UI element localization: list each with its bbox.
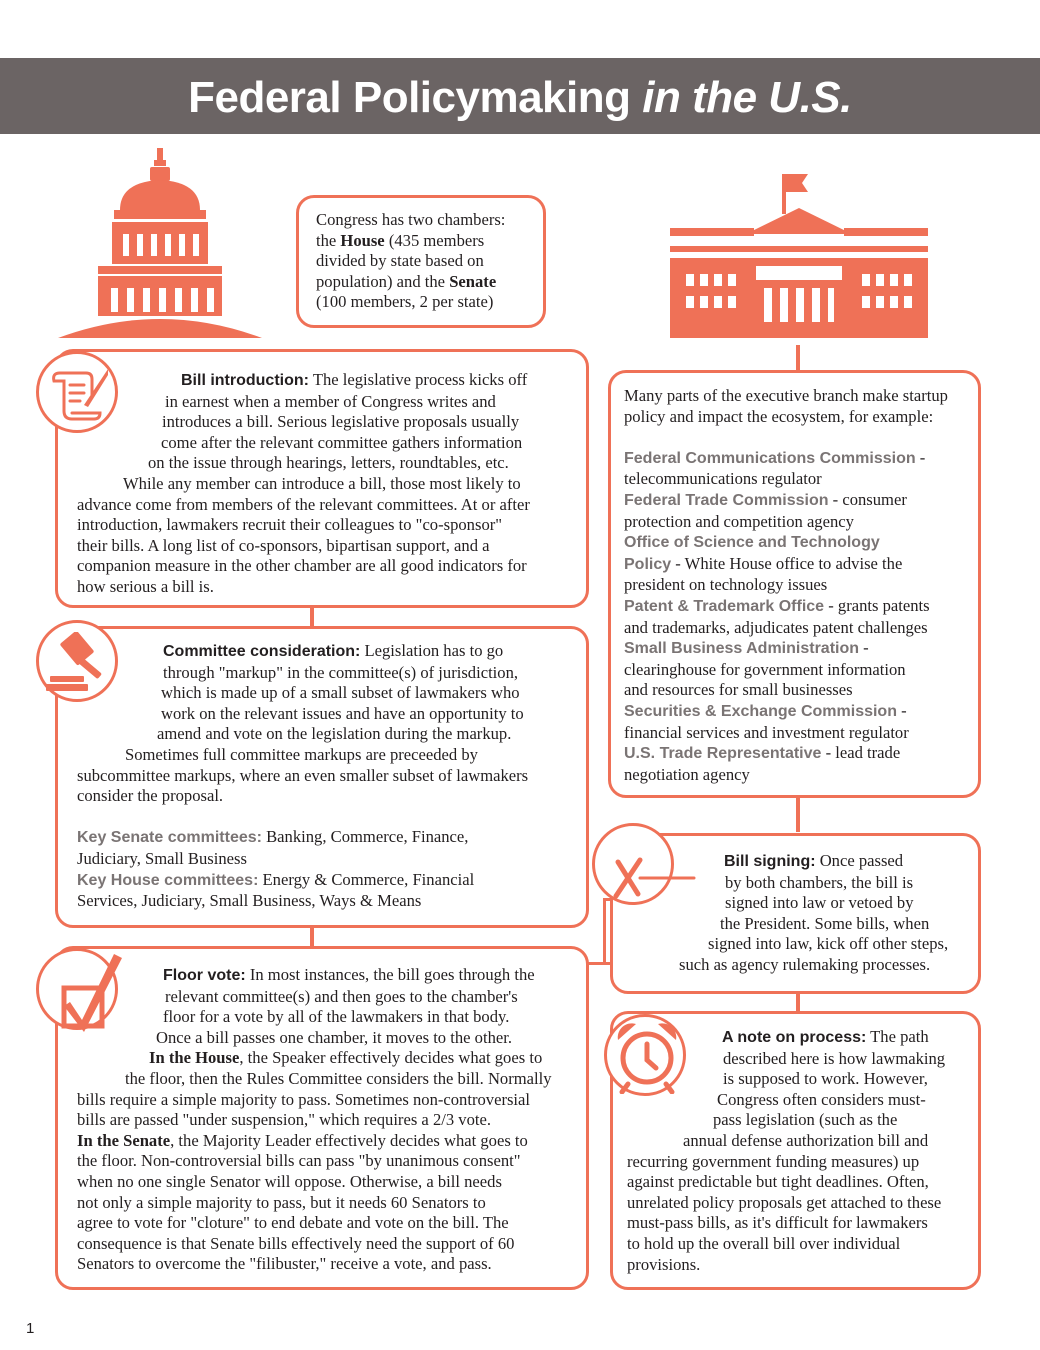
text-line bbox=[77, 392, 530, 413]
committee-consideration-text bbox=[77, 641, 528, 912]
text-run: Once passed bbox=[815, 851, 904, 870]
text-line bbox=[624, 386, 948, 407]
text-line bbox=[77, 987, 552, 1008]
text-run: Sometimes full committee markups are preceeded by bbox=[125, 744, 478, 764]
text-line bbox=[623, 934, 948, 955]
section-label: Bill introduction: bbox=[181, 372, 309, 389]
section-label: Federal Trade Commission bbox=[624, 491, 829, 509]
text-run: - White House office to advise the bbox=[671, 553, 903, 573]
text-run: must-pass bills, as it's difficult for lawmakers bbox=[627, 1213, 928, 1233]
text-run: the bbox=[316, 230, 341, 250]
text-line bbox=[624, 554, 948, 576]
section-label: Key House committees: bbox=[77, 871, 259, 889]
text-run: Banking, Commerce, Finance, bbox=[261, 827, 469, 847]
text-run: president on technology issues bbox=[624, 575, 828, 595]
text-run: when no one single Senator will oppose. Otherwise, a bill needs bbox=[77, 1171, 502, 1191]
text-line bbox=[624, 743, 948, 765]
text-run: and trademarks, adjudicates patent challenges bbox=[624, 617, 928, 637]
text-run: in earnest when a member of Congress writes and bbox=[165, 391, 496, 411]
text-run: Judiciary, Small Business bbox=[77, 848, 247, 868]
text-run: the floor, then the Rules Committee considers the bill. Normally bbox=[125, 1068, 552, 1088]
text-run: In most instances, the bill goes through the bbox=[245, 965, 535, 984]
bill-signing-text bbox=[623, 851, 948, 976]
text-line bbox=[624, 638, 948, 660]
text-line bbox=[624, 701, 948, 723]
text-run: introduces a bill. Serious legislative proposals usually bbox=[162, 412, 520, 432]
text-run: - lead trade bbox=[821, 743, 901, 763]
text-run: - bbox=[915, 447, 926, 467]
text-line bbox=[77, 704, 528, 725]
text-run: Senate bbox=[449, 271, 497, 291]
text-run: and resources for small businesses bbox=[624, 680, 853, 700]
text-line bbox=[77, 663, 528, 684]
text-line bbox=[624, 660, 948, 681]
text-run: Legislation has to go bbox=[360, 641, 504, 660]
text-line bbox=[627, 1234, 945, 1255]
text-run: telecommunications regulator bbox=[624, 469, 822, 489]
text-run: negotiation agency bbox=[624, 764, 750, 784]
title-banner bbox=[0, 58, 1040, 134]
text-run: such as agency rulemaking processes. bbox=[679, 954, 931, 974]
section-label: Bill signing: bbox=[724, 853, 816, 870]
text-line bbox=[623, 955, 948, 976]
text-line bbox=[316, 292, 505, 313]
section-label: Policy bbox=[624, 555, 672, 573]
white-house-icon bbox=[666, 170, 932, 342]
text-line bbox=[623, 893, 948, 914]
text-run: their bills. A long list of co-sponsors, bipartisan support, and a bbox=[77, 535, 490, 555]
text-run: Senators to overcome the "filibuster," receive a vote, and pass. bbox=[77, 1254, 492, 1274]
text-line bbox=[77, 577, 530, 598]
text-line bbox=[77, 891, 528, 912]
text-run: The path bbox=[866, 1027, 929, 1046]
section-label: Key Senate committees: bbox=[77, 829, 262, 847]
text-line bbox=[627, 1152, 945, 1173]
text-run: through "markup" in the committee(s) of jurisdiction, bbox=[163, 662, 519, 682]
text-run: population) and the bbox=[316, 271, 450, 291]
text-line bbox=[624, 490, 948, 512]
text-run: consequence is that Senate bills effectively need the support of 60 bbox=[77, 1233, 515, 1253]
text-run: pass legislation (such as the bbox=[713, 1110, 898, 1130]
text-run: described here is how lawmaking bbox=[723, 1048, 946, 1068]
text-line bbox=[77, 474, 530, 495]
connector-line bbox=[796, 796, 800, 832]
page-title: Federal Policymaking in the U.S. bbox=[188, 73, 852, 122]
page-number: 1 bbox=[26, 1320, 35, 1337]
text-line bbox=[77, 641, 528, 663]
text-line bbox=[77, 870, 528, 892]
text-line bbox=[77, 965, 552, 987]
text-line bbox=[627, 1131, 945, 1152]
text-run: bills are passed "under suspension," which requires a 2/3 vote. bbox=[77, 1110, 492, 1130]
text-run: In the House bbox=[149, 1048, 240, 1068]
text-run: divided by state based on bbox=[316, 251, 484, 271]
text-line bbox=[624, 618, 948, 639]
text-line bbox=[77, 807, 528, 828]
text-run: work on the relevant issues and have an opportunity to bbox=[161, 703, 524, 723]
text-line bbox=[77, 786, 528, 807]
text-line bbox=[77, 724, 528, 745]
text-line bbox=[77, 849, 528, 870]
text-run: how serious a bill is. bbox=[77, 576, 214, 596]
connector-line bbox=[796, 992, 800, 1012]
bill-introduction-text bbox=[77, 370, 530, 598]
section-label: Federal Communications Commission bbox=[624, 449, 916, 467]
text-line bbox=[77, 1090, 552, 1111]
text-line bbox=[77, 1007, 552, 1028]
text-line bbox=[77, 766, 528, 787]
text-line bbox=[624, 575, 948, 596]
section-label: Patent & Trademark Office bbox=[624, 597, 825, 615]
text-line bbox=[77, 1172, 552, 1193]
text-line bbox=[77, 683, 528, 704]
text-run: not only a simple majority to pass, but it needs 60 Senators to bbox=[77, 1192, 486, 1212]
text-run: - bbox=[896, 700, 907, 720]
text-run: Once a bill passes one chamber, it moves to the other. bbox=[156, 1027, 513, 1047]
text-line bbox=[627, 1255, 945, 1276]
text-line bbox=[624, 469, 948, 490]
connector-line bbox=[586, 962, 610, 965]
text-run: provisions. bbox=[627, 1254, 701, 1274]
text-run: (435 members bbox=[384, 230, 485, 250]
text-line bbox=[624, 765, 948, 786]
text-line bbox=[624, 532, 948, 554]
text-line bbox=[627, 1213, 945, 1234]
executive-branch-text bbox=[624, 386, 948, 785]
text-line bbox=[77, 370, 530, 392]
text-run: which is made up of a small subset of lawmakers who bbox=[161, 683, 520, 703]
connector-line bbox=[603, 898, 606, 965]
text-run: (100 members, 2 per state) bbox=[316, 292, 494, 312]
text-line bbox=[624, 596, 948, 618]
text-run: protection and competition agency bbox=[624, 511, 854, 531]
text-line bbox=[623, 873, 948, 894]
text-line bbox=[77, 515, 530, 536]
text-line bbox=[623, 914, 948, 935]
text-run: by both chambers, the bill is bbox=[725, 872, 914, 892]
text-line bbox=[77, 1028, 552, 1049]
text-run: consider the proposal. bbox=[77, 786, 224, 806]
text-run: annual defense authorization bill and bbox=[683, 1130, 929, 1150]
text-line bbox=[624, 512, 948, 533]
text-line bbox=[77, 1131, 552, 1152]
text-run: against predictable but tight deadlines. Often, bbox=[627, 1172, 929, 1192]
text-line bbox=[77, 453, 530, 474]
floor-vote-text bbox=[77, 965, 552, 1275]
section-label: Securities & Exchange Commission bbox=[624, 702, 897, 720]
section-label: Small Business Administration bbox=[624, 640, 860, 658]
congress-chambers-text bbox=[316, 210, 505, 313]
text-line bbox=[316, 210, 505, 231]
text-run: signed into law, kick off other steps, bbox=[708, 934, 949, 954]
text-line bbox=[316, 251, 505, 272]
text-line bbox=[77, 495, 530, 516]
text-line bbox=[623, 851, 948, 873]
text-line bbox=[77, 412, 530, 433]
text-run: policy and impact the ecosystem, for example: bbox=[624, 406, 934, 426]
text-line bbox=[77, 1048, 552, 1069]
text-run: Many parts of the executive branch make startup bbox=[624, 386, 948, 405]
text-line bbox=[77, 556, 530, 577]
text-run: bills require a simple majority to pass. Sometimes non-controversial bbox=[77, 1089, 531, 1109]
connector-line bbox=[796, 345, 800, 372]
section-label: A note on process: bbox=[722, 1029, 867, 1046]
text-run: House bbox=[340, 230, 385, 250]
text-run: - bbox=[859, 638, 869, 658]
text-line bbox=[77, 827, 528, 849]
text-run: introduction, lawmakers recruit their colleagues to "co-sponsor" bbox=[77, 515, 503, 535]
text-run: , the Speaker effectively decides what goes to bbox=[239, 1048, 543, 1068]
process-note-text bbox=[627, 1027, 945, 1275]
text-run: , the Majority Leader effectively decides what goes to bbox=[170, 1130, 528, 1150]
text-line bbox=[627, 1090, 945, 1111]
text-run: subcommittee markups, where an even smaller subset of lawmakers bbox=[77, 765, 529, 785]
section-label: Office of Science and Technology bbox=[624, 534, 880, 552]
text-line bbox=[77, 1234, 552, 1255]
section-label: U.S. Trade Representative bbox=[624, 745, 822, 763]
text-line bbox=[316, 272, 505, 293]
text-line bbox=[627, 1110, 945, 1131]
text-run: to hold up the overall bill over individual bbox=[627, 1233, 901, 1253]
text-run: While any member can introduce a bill, those most likely to bbox=[123, 473, 521, 493]
text-run: - consumer bbox=[828, 489, 907, 509]
text-run: signed into law or vetoed by bbox=[725, 893, 914, 913]
text-run: financial services and investment regulator bbox=[624, 722, 909, 742]
text-run: relevant committee(s) and then goes to the chamber's bbox=[165, 986, 518, 1006]
text-line bbox=[624, 448, 948, 470]
text-line bbox=[627, 1193, 945, 1214]
text-run: amend and vote on the legislation during the markup. bbox=[157, 724, 512, 744]
connector-line bbox=[310, 926, 314, 948]
text-run: on the issue through hearings, letters, roundtables, etc. bbox=[148, 453, 509, 473]
text-line bbox=[627, 1049, 945, 1070]
text-line bbox=[77, 1254, 552, 1275]
text-line bbox=[77, 1213, 552, 1234]
text-line bbox=[77, 1110, 552, 1131]
text-run: floor for a vote by all of the lawmakers in that body. bbox=[163, 1007, 510, 1027]
text-line bbox=[624, 427, 948, 448]
text-run: is supposed to work. However, bbox=[723, 1069, 928, 1089]
text-run: Congress has two chambers: bbox=[316, 210, 506, 229]
text-run: Congress often considers must- bbox=[717, 1089, 926, 1109]
text-run: - grants patents bbox=[824, 595, 930, 615]
text-run: In the Senate bbox=[77, 1130, 171, 1150]
text-line bbox=[77, 1151, 552, 1172]
text-line bbox=[77, 433, 530, 454]
text-run: clearinghouse for government information bbox=[624, 659, 906, 679]
capitol-icon bbox=[58, 148, 262, 338]
text-run: companion measure in the other chamber are all good indicators for bbox=[77, 556, 527, 576]
text-run: The legislative process kicks off bbox=[308, 370, 528, 389]
text-line bbox=[624, 680, 948, 701]
text-line bbox=[624, 723, 948, 744]
text-run: Energy & Commerce, Financial bbox=[258, 869, 475, 889]
text-line bbox=[77, 745, 528, 766]
section-label: Committee consideration: bbox=[163, 643, 361, 660]
text-line bbox=[624, 407, 948, 428]
text-run: come after the relevant committee gathers information bbox=[161, 432, 523, 452]
text-run: agree to vote for "cloture" to end debate and vote on the bill. The bbox=[77, 1213, 509, 1233]
text-line bbox=[627, 1069, 945, 1090]
text-run: the President. Some bills, when bbox=[720, 913, 930, 933]
text-run: advance come from members of the relevant committees. At or after bbox=[77, 494, 530, 514]
connector-line bbox=[310, 606, 314, 628]
text-run: recurring government funding measures) up bbox=[627, 1151, 920, 1171]
text-line bbox=[77, 1069, 552, 1090]
text-run: the floor. Non-controversial bills can pass "by unanimous consent" bbox=[77, 1151, 521, 1171]
text-line bbox=[77, 1193, 552, 1214]
text-line bbox=[627, 1172, 945, 1193]
text-line bbox=[77, 536, 530, 557]
text-line bbox=[316, 231, 505, 252]
section-label: Floor vote: bbox=[163, 967, 246, 984]
text-run: unrelated policy proposals get attached to these bbox=[627, 1192, 942, 1212]
text-line bbox=[627, 1027, 945, 1049]
text-run: Services, Judiciary, Small Business, Ways & Means bbox=[77, 891, 422, 911]
